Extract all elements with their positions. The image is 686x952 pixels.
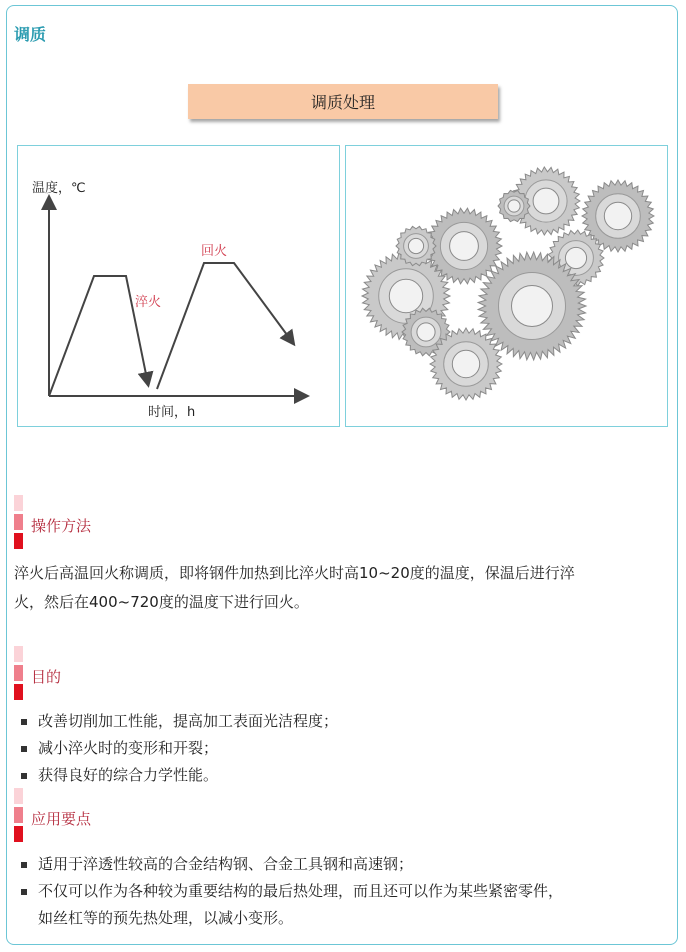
gears-illustration bbox=[346, 146, 669, 428]
temper-curve bbox=[157, 263, 293, 389]
bullet-icon bbox=[21, 746, 27, 752]
section-title-application: 应用要点 bbox=[31, 810, 92, 828]
method-line-2: 火，然后在400~720度的温度下进行回火。 bbox=[14, 593, 309, 611]
method-line-1: 淬火后高温回火称调质，即将钢件加热到比淬火时高10~20度的温度，保温后进行淬 bbox=[14, 564, 575, 582]
y-axis-label: 温度，℃ bbox=[32, 181, 86, 196]
quench-curve bbox=[49, 276, 148, 396]
application-list bbox=[14, 851, 670, 932]
list-item: 不仅可以作为各种较为重要结构的最后热处理，而且还可以作为某些紧密零件， bbox=[14, 878, 670, 905]
section-title-purpose: 目的 bbox=[31, 668, 62, 686]
section-title-method: 操作方法 bbox=[31, 517, 92, 535]
list-item: 适用于淬透性较高的合金结构钢、合金工具钢和高速钢； bbox=[14, 851, 670, 878]
section-header-application bbox=[14, 788, 314, 842]
gear-shape bbox=[430, 328, 502, 400]
bullet-icon bbox=[21, 773, 27, 779]
list-item: 减小淬火时的变形和开裂； bbox=[14, 735, 670, 762]
section-header-purpose bbox=[14, 646, 314, 700]
bullet-icon bbox=[21, 862, 27, 868]
bullet-icon bbox=[21, 889, 27, 895]
bullet-icon bbox=[21, 719, 27, 725]
quench-label: 淬火 bbox=[135, 295, 162, 310]
card-title: 调质 bbox=[14, 25, 47, 44]
x-axis-label: 时间，h bbox=[148, 405, 196, 420]
gears-image-panel bbox=[345, 145, 668, 427]
purpose-list bbox=[14, 708, 670, 789]
list-item-continuation: 如丝杠等的预先热处理，以减小变形。 bbox=[38, 909, 294, 927]
title-banner: 调质处理 bbox=[188, 84, 498, 119]
list-item: 获得良好的综合力学性能。 bbox=[14, 762, 670, 789]
heat-treatment-diagram-panel bbox=[17, 145, 340, 427]
temperature-time-diagram bbox=[18, 146, 341, 428]
section-header-method bbox=[14, 495, 314, 549]
method-paragraph bbox=[14, 559, 674, 617]
list-item: 改善切削加工性能，提高加工表面光洁程度； bbox=[14, 708, 670, 735]
temper-label: 回火 bbox=[201, 244, 228, 259]
